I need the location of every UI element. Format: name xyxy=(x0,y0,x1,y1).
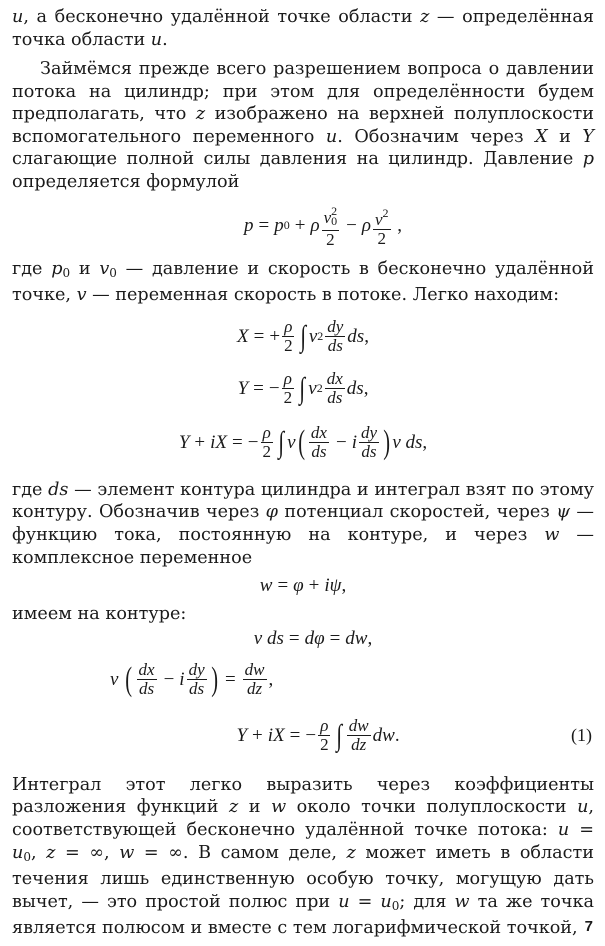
paragraph-4: где ds — элемент контура цилиндра и интеграл взят по этому контуру. Обозначив через φ потенциал скоростей, через ψ — функцию тока, постоянную на контуре, и через w — комплексное переменное xyxy=(12,479,594,568)
equation-complex-force: Y + iX = − $\frac{\rho}{2}$ ∫ v ( $\frac{dx}{ds}$ − i $\frac{dy}{ds}$ ) v ds , xyxy=(178,423,428,462)
paragraph-3: где $p_0$ и $v_0$ — давление и скорость в бесконечно удалённой точке, v — переменная скорость в потоке. Легко находим: xyxy=(12,258,594,306)
paragraph-6: Интеграл этот легко выразить через коэффициенты разложения функций z и w около точки полуплоскости u, соответствующей бесконечно удалённой точке потока: $u = u_0$, z = ∞, w = ∞. В самом деле, z может иметь в области течения лишь единственную особую точку, могущую дать вычет, — это простой полюс при $u = u_0$; для w та же точка является полюсом и вместе с тем логарифмической точкой, xyxy=(12,774,594,939)
paragraph-2: Займёмся прежде всего разрешением вопроса о давлении потока на цилиндр; при этом для определённости будем предполагать, что z изображено на верхней полуплоскости вспомогательного переменного u. Обозначим через X и Y слагающие полной силы давления на цилиндр. Давление p определяется формулой xyxy=(12,59,594,192)
paragraph-5: имеем на контуре: xyxy=(12,604,187,625)
equation-vds: v ds = dφ = dw , xyxy=(253,627,373,649)
equation-derivative: v ( $\frac{dx}{ds}$ − i $\frac{dy}{ds}$ ) = $\frac{dw}{dz}$ , xyxy=(110,660,274,699)
equation-x-force: X = + $\frac{\rho}{2}$ ∫ v 2 $\frac{dy}{ds}$ ds , xyxy=(237,317,369,356)
equation-1: Y + iX = − $\frac{\rho}{2}$ ∫ $\frac{dw}{dz}$ dw . (1) xyxy=(236,716,592,755)
equation-w: w = φ + iψ , xyxy=(259,575,347,597)
equation-number: (1) xyxy=(571,725,592,746)
page-number: 7 xyxy=(584,918,593,935)
paragraph-1: u, а бесконечно удалённой точке области z — определённая точка области u. xyxy=(12,7,594,50)
equation-pressure: p = p 0 + ρ $\frac{v0^2}{2}$ − ρ $\frac{v^2}{2}$ , xyxy=(244,204,402,250)
page-body xyxy=(12,6,594,940)
equation-y-force: Y = − $\frac{\rho}{2}$ ∫ v 2 $\frac{dx}{ds}$ ds , xyxy=(237,369,369,408)
